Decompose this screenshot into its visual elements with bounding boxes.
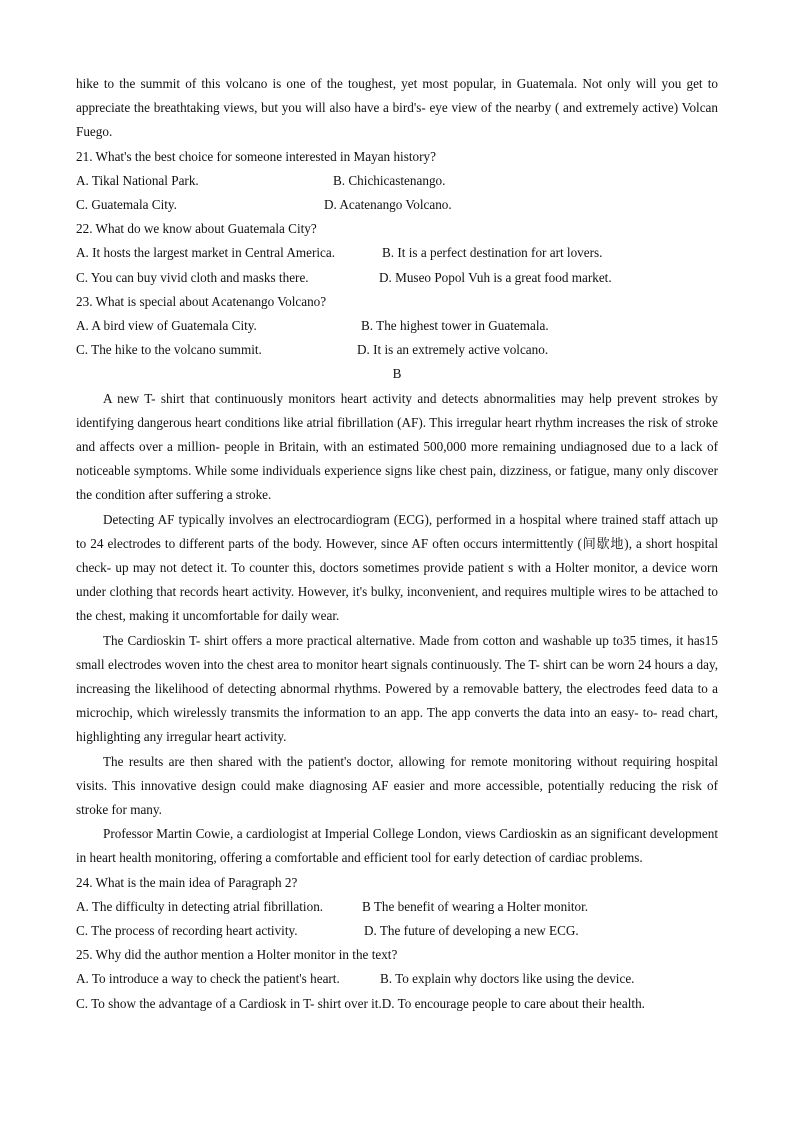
q25-option-b[interactable]: B. To explain why doctors like using the device. [380,971,635,987]
question-25-options-ab [76,967,718,991]
q23-option-a[interactable]: A. A bird view of Guatemala City. [76,317,257,333]
q24-option-a[interactable]: A. The difficulty in detecting atrial fibrillation. [76,898,324,914]
q25-option-a[interactable]: A. To introduce a way to check the patient's heart. [76,971,340,987]
question-23-stem: 23. What is special about Acatenango Volcano? [76,293,327,309]
question-23-options-ab [76,314,718,338]
passage-b-paragraph-2: Detecting AF typically involves an electrocardiogram (ECG), performed in a hospital where trained staff attach up to 24 electrodes to different parts of the body. However, since AF often occurs intermittently (间歇地), a short hospital check- up may not detect it. To counter this, doctors sometimes provide patient s with a Holter monitor, a device worn under clothing that records heart activity. However, it's bulky, inconvenient, and requires multiple wires to be attached to the chest, making it uncomfortable for daily wear. [76,511,718,624]
question-22-options-cd [76,266,718,290]
question-24-options-ab [76,895,718,919]
question-25-stem: 25. Why did the author mention a Holter monitor in the text? [76,947,398,963]
exam-page [76,72,718,1016]
passage-a-tail: hike to the summit of this volcano is one of the toughest, yet most popular, in Guatemala. Not only will you get to appreciate the breathtaking views, but you will also have a bird's- eye view of the nearby ( and extremely active) Volcan Fuego. [76,76,718,140]
q22-option-a[interactable]: A. It hosts the largest market in Central America. [76,245,336,261]
q21-option-d[interactable]: D. Acatenango Volcano. [324,197,452,212]
question-21-options-cd [76,193,718,217]
q22-option-d[interactable]: D. Museo Popol Vuh is a great food market. [379,269,612,285]
section-b-heading: B [392,366,402,382]
question-24-stem: 24. What is the main idea of Paragraph 2? [76,874,298,890]
question-21-stem: 21. What's the best choice for someone interested in Mayan history? [76,148,436,164]
question-22-options-ab [76,241,718,265]
q21-option-c[interactable]: C. Guatemala City. [76,197,177,212]
passage-b-paragraph-4: The results are then shared with the patient's doctor, allowing for remote monitoring without requiring hospital visits. This innovative design could make diagnosing AF easier and more accessible, potentially reducing the risk of stroke for many. [76,753,718,817]
q23-option-b[interactable]: B. The highest tower in Guatemala. [361,317,549,333]
q24-option-c[interactable]: C. The process of recording heart activity. [76,923,298,938]
q23-option-c[interactable]: C. The hike to the volcano summit. [76,342,262,358]
q21-option-b[interactable]: B. Chichicastenango. [333,172,446,188]
passage-b-paragraph-1: A new T- shirt that continuously monitors heart activity and detects abnormalities may help prevent strokes by identifying dangerous heart conditions like atrial fibrillation (AF). This irregular heart rhythm increases the risk of stroke and affects over a million- people in Britain, with an estimated 500,000 more remaining undiagnosed due to a lack of noticeable symptoms. While some individuals experience signs like chest pain, dizziness, or fatigue, many only discover the condition after suffering a stroke. [76,390,718,503]
question-24-options-cd [76,919,718,943]
q21-option-a[interactable]: A. Tikal National Park. [76,172,199,188]
q24-option-d[interactable]: D. The future of developing a new ECG. [364,923,579,938]
passage-b-paragraph-3: The Cardioskin T- shirt offers a more practical alternative. Made from cotton and washable up to35 times, it has15 small electrodes woven into the chest area to monitor heart signals continuously. The T- shirt can be worn 24 hours a day, increasing the likelihood of detecting abnormal rhythms. Powered by a removable battery, the electrodes feed data to a microchip, which wirelessly transmits the information to an app. The app converts the data into an easy- to- read chart, highlighting any irregular heart activity. [76,632,718,745]
q22-option-c[interactable]: C. You can buy vivid cloth and masks there. [76,269,309,285]
q22-option-b[interactable]: B. It is a perfect destination for art lovers. [382,245,603,261]
passage-b-paragraph-5: Professor Martin Cowie, a cardiologist at Imperial College London, views Cardioskin as an significant development in heart health monitoring, offering a comfortable and efficient tool for early detection of cardiac problems. [76,826,718,866]
question-23-options-cd [76,338,718,362]
question-22-stem: 22. What do we know about Guatemala City? [76,221,317,237]
q25-options-cd[interactable]: C. To show the advantage of a Cardiosk in T- shirt over it.D. To encourage people to care about their health. [76,995,645,1011]
q24-option-b[interactable]: B The benefit of wearing a Holter monitor. [362,898,589,914]
question-21-options-ab [76,169,718,193]
q23-option-d[interactable]: D. It is an extremely active volcano. [357,342,549,358]
